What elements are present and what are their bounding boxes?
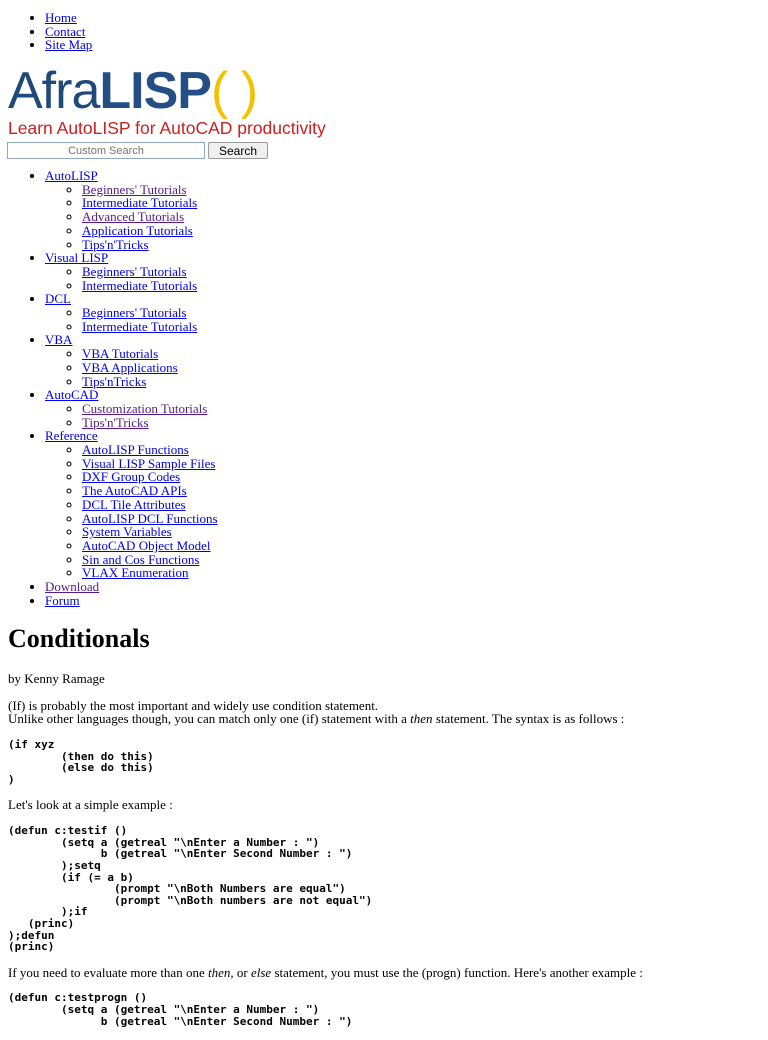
progn-text-a: If you need to evaluate more than one [8, 964, 208, 980]
search-button[interactable]: Search [208, 142, 268, 159]
nav-ref-autolisp-functions-link[interactable]: AutoLISP Functions [82, 442, 189, 458]
list-item [82, 443, 218, 457]
intro-line-2a: Unlike other languages though, you can match only one (if) statement with a [8, 711, 411, 727]
page-title: Conditionals [8, 624, 150, 653]
nav-vba-applications-link[interactable]: VBA Applications [82, 359, 178, 375]
list-item [82, 320, 218, 334]
nav-ref-vlisp-samples-link[interactable]: Visual LISP Sample Files [82, 455, 216, 471]
intro-paragraph [8, 699, 760, 726]
nav-autolisp-submenu [45, 183, 218, 252]
list-item [82, 375, 218, 389]
list-item [82, 539, 218, 553]
nav-visual-lisp-intermediate-link[interactable]: Intermediate Tutorials [82, 277, 198, 293]
nav-section-dcl [45, 292, 218, 333]
nav-autolisp-advanced-link[interactable]: Advanced Tutorials [82, 209, 185, 225]
list-item [82, 402, 218, 416]
nav-forum-link[interactable]: Forum [45, 592, 80, 608]
nav-autolisp-intermediate-link[interactable]: Intermediate Tutorials [82, 195, 198, 211]
code-block-syntax: (if xyz (then do this) (else do this) ) [8, 738, 154, 786]
progn-text-c: statement, you must use the (progn) function. Here's another example : [271, 964, 643, 980]
list-item [82, 238, 218, 252]
nav-autocad-tips-link[interactable]: Tips'n'Tricks [82, 414, 149, 430]
list-item [82, 553, 218, 567]
list-item [82, 457, 218, 471]
article [8, 624, 760, 1040]
list-item [82, 196, 218, 210]
list-item [82, 484, 218, 498]
nav-ref-autolisp-dcl-functions-link[interactable]: AutoLISP DCL Functions [82, 510, 218, 526]
nav-visual-lisp-link[interactable]: Visual LISP [45, 250, 109, 266]
nav-vba-tutorials-link[interactable]: VBA Tutorials [82, 346, 159, 362]
search-input[interactable] [7, 142, 205, 159]
top-nav-item-sitemap [45, 38, 92, 52]
nav-autolisp-application-link[interactable]: Application Tutorials [82, 222, 193, 238]
logo-wordmark [8, 62, 258, 120]
nav-visual-lisp-beginners-link[interactable]: Beginners' Tutorials [82, 263, 187, 279]
progn-paragraph [8, 966, 760, 980]
list-item [82, 224, 218, 238]
nav-autocad-submenu [45, 402, 218, 429]
list-item [82, 416, 218, 430]
byline: by Kenny Ramage [8, 671, 105, 686]
list-item [82, 512, 218, 526]
nav-ref-system-variables-link[interactable]: System Variables [82, 524, 172, 540]
list-item [82, 265, 218, 279]
nav-ref-autocad-apis-link[interactable]: The AutoCAD APIs [82, 483, 187, 499]
example-intro: Let's look at a simple example : [8, 797, 173, 813]
nav-dcl-intermediate-link[interactable]: Intermediate Tutorials [82, 318, 198, 334]
top-nav-item-home [45, 11, 92, 25]
nav-autolisp-link[interactable]: AutoLISP [45, 168, 98, 183]
list-item [82, 279, 218, 293]
logo-part-afra: Afra [8, 62, 100, 120]
nav-visual-lisp-submenu [45, 265, 218, 292]
code-block-testif: (defun c:testif () (setq a (getreal "\nEnter a Number : ") b (getreal "\nEnter Second Number : ") );setq (if (= a b) (prompt "\nBoth Numbers are equal") (prompt "\nBoth numbers are not equal") );if (princ) );defun (princ) [8, 824, 373, 954]
list-item [82, 361, 218, 375]
nav-autolisp-tips-link[interactable]: Tips'n'Tricks [82, 236, 149, 252]
nav-autocad-customization-link[interactable]: Customization Tutorials [82, 400, 208, 416]
nav-ref-dcl-tile-attributes-link[interactable]: DCL Tile Attributes [82, 496, 186, 512]
nav-section-visual-lisp [45, 251, 218, 292]
nav-section-download [45, 580, 218, 594]
nav-section-autocad [45, 388, 218, 429]
logo-parens: ( ) [210, 62, 258, 120]
site-map-link[interactable]: Site Map [45, 37, 93, 53]
nav-dcl-submenu [45, 306, 218, 333]
nav-download-link[interactable]: Download [45, 579, 100, 595]
nav-vba-submenu [45, 347, 218, 388]
logo-tagline: Learn AutoLISP for AutoCAD productivity [8, 118, 326, 138]
progn-else-emphasis: else [250, 964, 272, 980]
intro-line-2b: statement. The syntax is as follows : [432, 711, 625, 727]
nav-section-autolisp [45, 169, 218, 251]
top-nav-item-contact [45, 25, 92, 39]
nav-ref-object-model-link[interactable]: AutoCAD Object Model [82, 537, 211, 553]
nav-dcl-beginners-link[interactable]: Beginners' Tutorials [82, 305, 187, 321]
nav-vba-tips-link[interactable]: Tips'nTricks [82, 373, 147, 389]
nav-section-reference [45, 429, 218, 580]
list-item [82, 498, 218, 512]
list-item [82, 525, 218, 539]
main-nav [0, 169, 218, 608]
list-item [82, 306, 218, 320]
nav-reference-link[interactable]: Reference [45, 428, 98, 444]
top-nav [0, 11, 92, 52]
contact-link[interactable]: Contact [45, 23, 86, 39]
nav-reference-submenu [45, 443, 218, 580]
intro-line-1: (If) is probably the most important and widely use condition statement. [8, 697, 379, 713]
progn-text-b: or [233, 964, 251, 980]
nav-autolisp-beginners-link[interactable]: Beginners' Tutorials [82, 181, 187, 197]
list-item [82, 566, 218, 580]
nav-dcl-link[interactable]: DCL [45, 291, 71, 307]
logo-part-lisp: LISP [99, 62, 211, 120]
progn-then-emphasis: then, [207, 964, 234, 980]
code-block-testprogn: (defun c:testprogn () (setq a (getreal "\nEnter a Number : ") b (getreal "\nEnter Second Number : ") [8, 991, 353, 1028]
nav-autocad-link[interactable]: AutoCAD [45, 387, 99, 403]
list-item [82, 210, 218, 224]
nav-ref-sin-cos-link[interactable]: Sin and Cos Functions [82, 551, 200, 567]
nav-vba-link[interactable]: VBA [45, 332, 73, 348]
site-logo[interactable] [8, 62, 364, 140]
search-form [7, 142, 268, 159]
home-link[interactable]: Home [45, 10, 77, 25]
nav-ref-vlax-enumeration-link[interactable]: VLAX Enumeration [82, 565, 189, 581]
nav-ref-dxf-codes-link[interactable]: DXF Group Codes [82, 469, 181, 485]
intro-then-emphasis: then [410, 711, 433, 727]
nav-section-forum [45, 594, 218, 608]
list-item [82, 183, 218, 197]
list-item [82, 347, 218, 361]
nav-section-vba [45, 333, 218, 388]
list-item [82, 470, 218, 484]
